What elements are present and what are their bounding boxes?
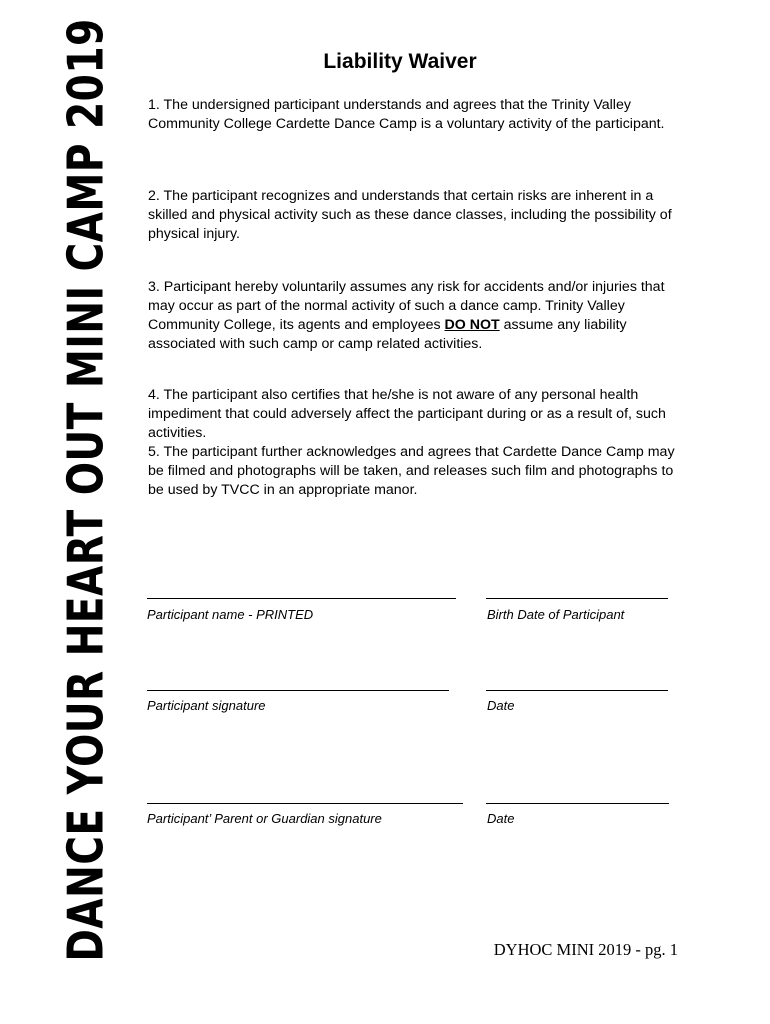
clause-4: 4. The participant also certifies that he/she is not aware of any personal health impediment that could adversely affect the participant during or as a result of, such activities. [148, 387, 666, 441]
clause-5: 5. The participant further acknowledges and agrees that Cardette Dance Camp may be filmed and photographs will be taken, and releases such film and photographs to be used by TVCC in an appropriate manor. [148, 444, 675, 498]
date-line-2[interactable] [486, 803, 669, 804]
side-banner: DANCE YOUR HEART OUT MINI CAMP 2019 [57, 18, 115, 962]
page-title: Liability Waiver [323, 50, 477, 73]
participant-signature-label: Participant signature [147, 698, 266, 713]
guardian-signature-line[interactable] [147, 803, 463, 804]
clause-3-emphasis: DO NOT [444, 317, 500, 333]
birth-date-line[interactable] [486, 598, 668, 599]
page-footer: DYHOC MINI 2019 - pg. 1 [493, 940, 678, 959]
participant-signature-line[interactable] [147, 690, 449, 691]
date-label-2: Date [487, 811, 515, 826]
participant-name-line[interactable] [147, 598, 456, 599]
guardian-signature-label: Participant’ Parent or Guardian signature [147, 811, 382, 826]
participant-name-label: Participant name - PRINTED [147, 607, 314, 622]
birth-date-label: Birth Date of Participant [487, 607, 625, 622]
date-line-1[interactable] [486, 690, 668, 691]
clause-2: 2. The participant recognizes and understands that certain risks are inherent in a skilled and physical activity such as these dance classes, including the possibility of physical injury. [148, 188, 672, 242]
clause-3-text-a: 3. Participant hereby voluntarily assumes any risk for accidents and/or injuries that may occur as part of the normal activity of such a dance camp. Trinity Valley Community College, its agents and employees [148, 279, 665, 333]
clause-3 [148, 278, 688, 354]
clause-1: 1. The undersigned participant understands and agrees that the Trinity Valley Community College Cardette Dance Camp is a voluntary activity of the participant. [148, 97, 665, 132]
date-label-1: Date [487, 698, 515, 713]
clause-3-text-b: assume any liability associated with such camp or camp related activities. [148, 317, 627, 352]
